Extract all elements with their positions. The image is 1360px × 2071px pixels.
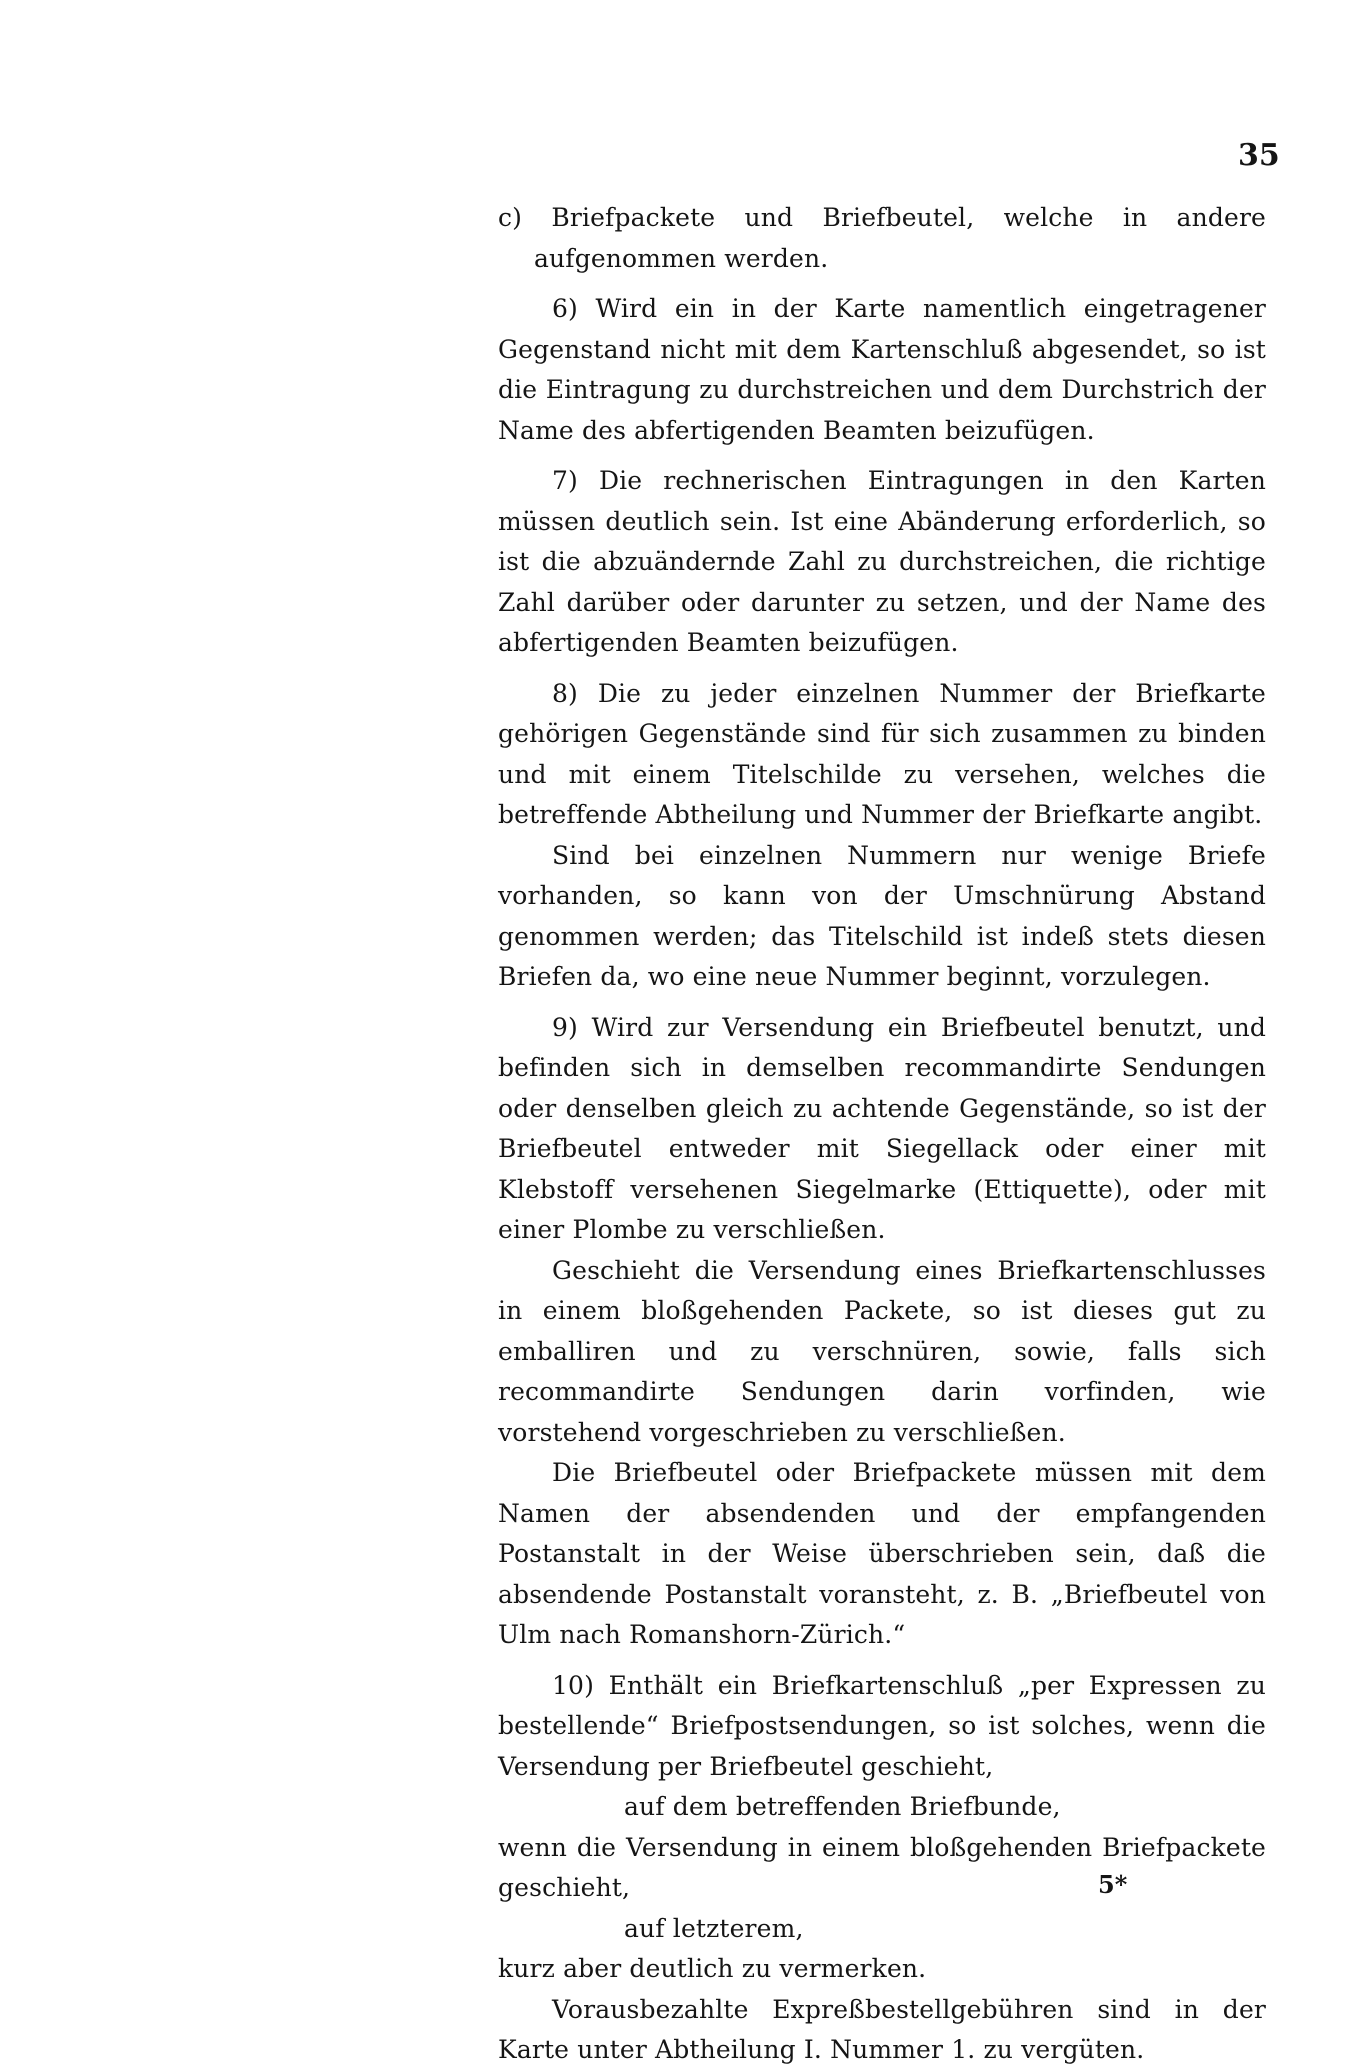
paragraph-10-fees: Vorausbezahlte Expreßbestellgebühren sind in der Karte unter Abtheilung I. Nummer 1. zu vergüten. xyxy=(498,1994,1266,2064)
paragraph-10-line-b: wenn die Versendung in einem bloßgehenden Briefpackete geschieht, xyxy=(498,1832,1266,1902)
paragraph-8: 8) Die zu jeder einzelnen Nummer der Briefkarte gehörigen Gegenstände sind für sich zusammen zu binden und mit einem Titelschilde zu versehen, welches die betreffende Abtheilung und Nummer der Briefkarte angibt. xyxy=(498,678,1266,829)
paragraph-7: 7) Die rechnerischen Eintragungen in den Karten müssen deutlich sein. Ist eine Abänderung erforderlich, so ist die abzuändernde Zahl zu durchstreichen, die richtige Zahl darüber oder darunter zu setzen, und der Name des abfertigenden Beamten beizufügen. xyxy=(498,466,1266,657)
paragraph-9: 9) Wird zur Versendung ein Briefbeutel benutzt, und befinden sich in demselben recommandirte Sendungen oder denselben gleich zu achtende Gegenstände, so ist der Briefbeutel entweder mit Siegellack oder einer mit Klebstoff versehenen Siegelmarke (Ettiquette), oder mit einer Plombe zu verschließen. xyxy=(498,1012,1266,1244)
paragraph-10-line-c: auf letzterem, xyxy=(624,1913,804,1943)
signature-mark: 5* xyxy=(1098,1870,1128,1899)
paragraph-10: 10) Enthält ein Briefkartenschluß „per Expressen zu bestellende“ Briefpostsendungen, so ist solches, wenn die Versendung per Briefbeutel geschieht, xyxy=(498,1670,1266,1781)
paragraph-9-addressing: Die Briefbeutel oder Briefpackete müssen mit dem Namen der absendenden und der empfangenden Postanstalt in der Weise überschrieben sein, daß die absendende Postanstalt voransteht, z. B. „Briefbeutel von Ulm nach Romanshorn-Zürich.“ xyxy=(498,1458,1266,1649)
paragraph-10-line-d: kurz aber deutlich zu vermerken. xyxy=(498,1954,927,1983)
paragraph-10-line-a: auf dem betreffenden Briefbunde, xyxy=(624,1792,1061,1821)
paragraph-c: c) Briefpackete und Briefbeutel, welche in andere aufgenommen werden. xyxy=(498,203,1266,273)
page-number: 35 xyxy=(1238,138,1280,173)
paragraph-8-continued: Sind bei einzelnen Nummern nur wenige Briefe vorhanden, so kann von der Umschnürung Abstand genommen werden; das Titelschild ist indeß stets diesen Briefen da, wo eine neue Nummer beginnt, vorzulegen. xyxy=(498,840,1266,991)
body-text xyxy=(498,198,1266,2071)
paragraph-9-continued: Geschieht die Versendung eines Briefkartenschlusses in einem bloßgehenden Packete, so ist dieses gut zu emballiren und zu verschnüren, sowie, falls sich recommandirte Sendungen darin vorfinden, wie vorstehend vorgeschrieben zu verschließen. xyxy=(498,1255,1266,1447)
paragraph-6: 6) Wird ein in der Karte namentlich eingetragener Gegenstand nicht mit dem Kartenschluß abgesendet, so ist die Eintragung zu durchstreichen und dem Durchstrich der Name des abfertigenden Beamten beizufügen. xyxy=(498,294,1266,445)
